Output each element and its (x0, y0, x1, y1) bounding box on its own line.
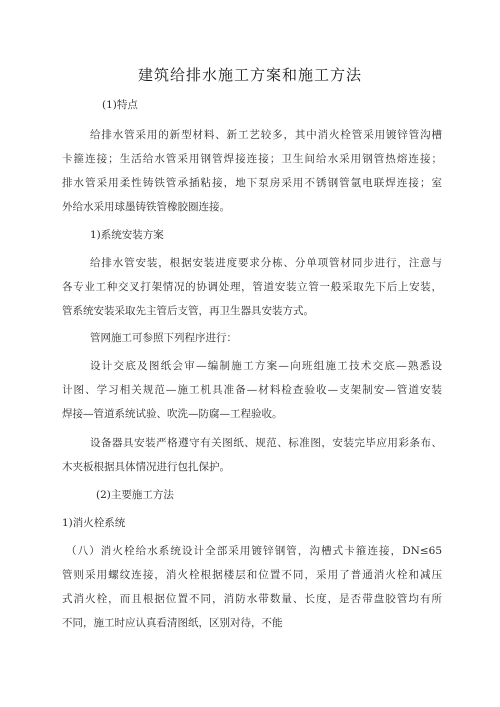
paragraph-line: 不同，施工时应认真看清图纸，区别对待，不能 (62, 617, 283, 629)
paragraph-line: 给排水管采用的新型材料、新工艺较多，其中消火栓管采用镀锌管沟槽 (90, 129, 442, 141)
paragraph-line: 外给水采用球墨铸铁管橡胶圈连接。 (62, 201, 230, 213)
paragraph-line: 式消火栓，而且根据位置不同，消防水带数量、长度，是否带盘胶管均有所 (62, 593, 442, 605)
paragraph-line: 卡箍连接；生活给水管采用钢管焊接连接；卫生间给水采用钢管热熔连接； (62, 153, 442, 165)
paragraph-line: 管网施工可参照下列程序进行： (90, 332, 237, 344)
paragraph-line: （八）消火栓给水系统设计全部采用镀锌钢管，沟槽式卡箍连接，DN≤65 (66, 545, 442, 557)
paragraph-line: 设备器具安装严格遵守有关图纸、规范、标准图，安装完毕应用彩条布、 (90, 437, 442, 449)
section-heading-system-install: 1)系统安装方案 (90, 229, 164, 241)
paragraph-line: 给排水管安装，根据安装进度要求分栋、分单项管材同步进行，注意与 (90, 257, 442, 269)
section-heading-main-methods: (2)主要施工方法 (96, 489, 174, 501)
section-heading-fire-hydrant: 1)消火栓系统 (62, 517, 126, 529)
section-heading-features: (1)特点 (102, 99, 138, 111)
paragraph-line: 计图、学习相关规范—施工机具准备—材料检查验收—支架制安—管道安装 (62, 384, 442, 396)
paragraph-line: 管系统安装采取先主管后支管，再卫生器具安装方式。 (62, 305, 314, 317)
paragraph-line: 焊接—管道系统试验、吹洗—防腐—工程验收。 (62, 408, 283, 420)
document-title: 建筑给排水施工方案和施工方法 (137, 66, 362, 84)
paragraph-line: 各专业工种交叉打架情况的协调处理，管道安装立管一般采取先下后上安装， (62, 281, 442, 293)
paragraph-line: 管则采用螺纹连接，消火栓根据楼层和位置不同，采用了普通消火栓和减压 (62, 569, 442, 581)
paragraph-line: 设计交底及图纸会审—编制施工方案—向班组施工技术交底—熟悉设 (90, 360, 442, 372)
paragraph-line: 木夹板根据具体情况进行包扎保护。 (62, 461, 230, 473)
paragraph-line: 排水管采用柔性铸铁管承插粘接，地下泵房采用不锈钢管氩电联焊连接；室 (62, 177, 442, 189)
